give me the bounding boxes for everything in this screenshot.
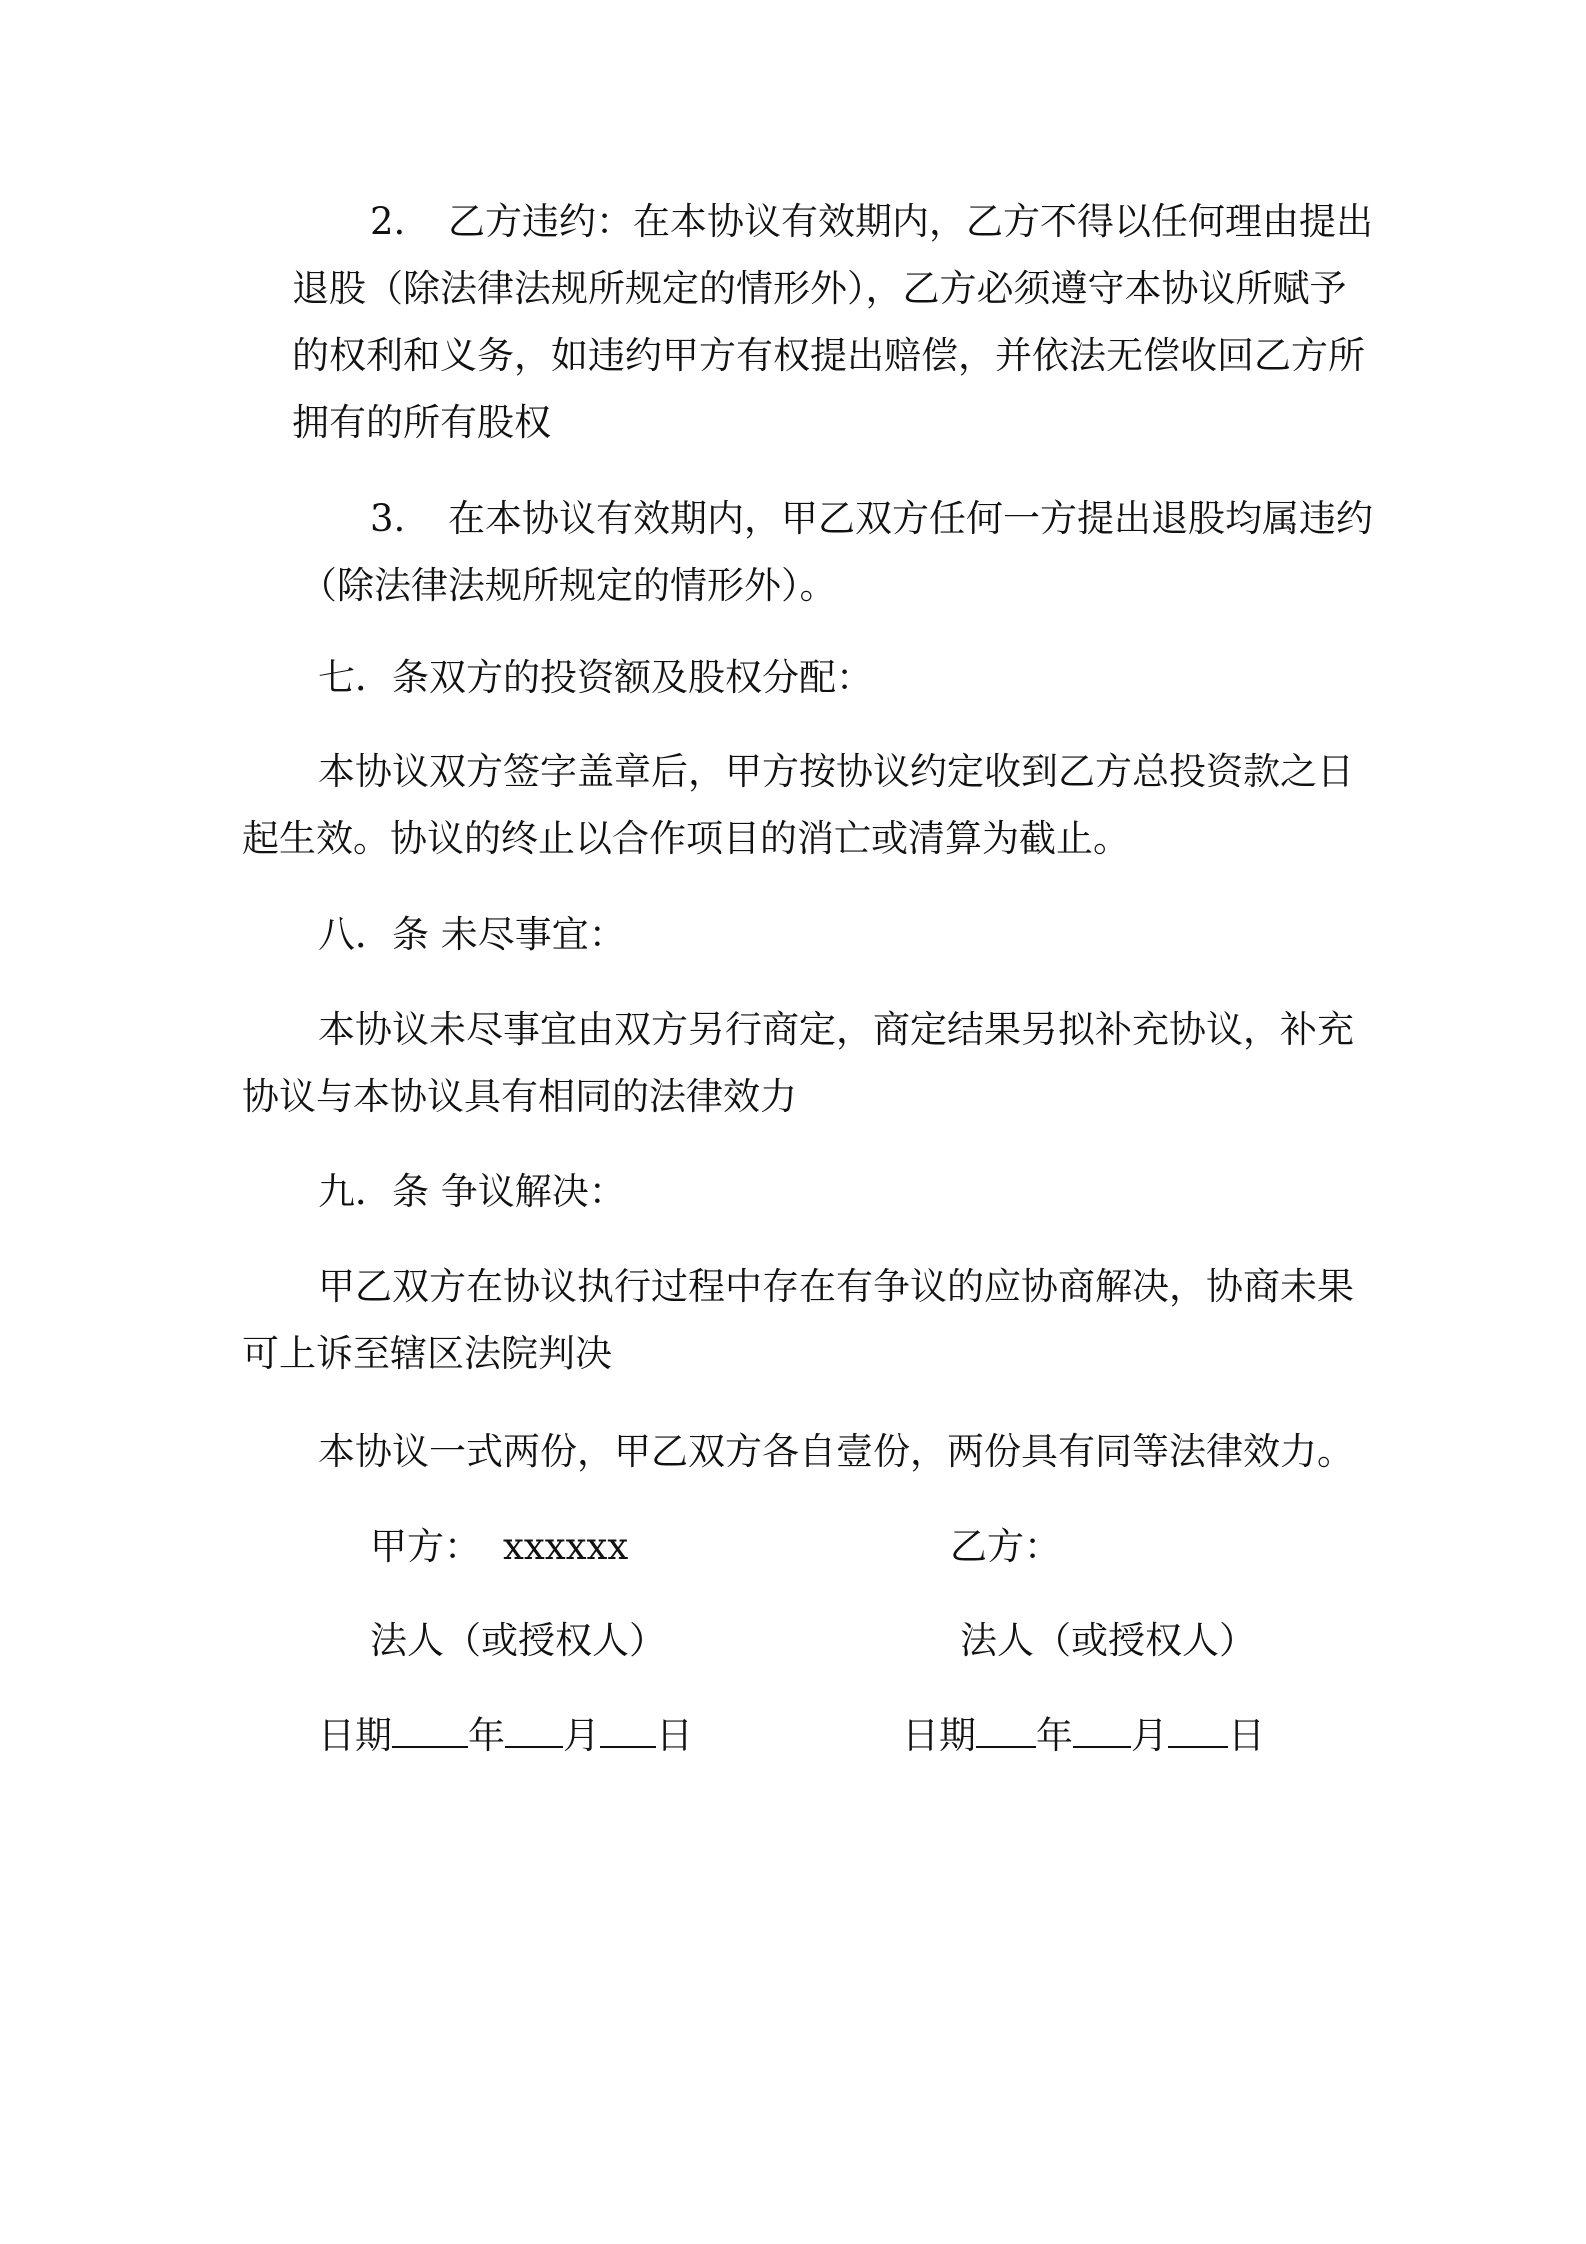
party-a-date-line bbox=[318, 1712, 693, 1760]
clause-3-line-1 bbox=[370, 495, 1373, 543]
party-b-label: 乙方： bbox=[950, 1525, 1061, 1568]
month-blank[interactable] bbox=[505, 1716, 563, 1748]
year-blank[interactable] bbox=[976, 1716, 1036, 1748]
month-label: 月 bbox=[563, 1714, 600, 1757]
clause-2-line-1 bbox=[370, 198, 1373, 246]
day-label: 日 bbox=[656, 1714, 693, 1757]
article-9-heading: 九．条 争议解决： bbox=[318, 1170, 626, 1213]
party-a-legal-person: 法人（或授权人） bbox=[370, 1619, 666, 1662]
clause-3-line-2: （除法律法规所规定的情形外）。 bbox=[300, 564, 837, 607]
year-label: 年 bbox=[468, 1714, 505, 1757]
clause-2-line-4: 拥有的所有股权 bbox=[292, 401, 551, 444]
day-blank[interactable] bbox=[600, 1716, 656, 1748]
month-label: 月 bbox=[1131, 1714, 1168, 1757]
party-a-name: xxxxxx bbox=[503, 1525, 629, 1568]
article-8-line-2: 协议与本协议具有相同的法律效力 bbox=[242, 1075, 797, 1118]
clause-2-line-2: 退股（除法律法规所规定的情形外），乙方必须遵守本协议所赋予 bbox=[292, 267, 1347, 310]
party-b-legal-person: 法人（或授权人） bbox=[960, 1619, 1256, 1662]
date-label: 日期 bbox=[902, 1714, 976, 1757]
year-label: 年 bbox=[1036, 1714, 1073, 1757]
month-blank[interactable] bbox=[1073, 1716, 1131, 1748]
clause-2-number: 2. bbox=[370, 200, 406, 243]
year-blank[interactable] bbox=[392, 1716, 468, 1748]
clause-3-text: 在本协议有效期内，甲乙双方任何一方提出退股均属违约 bbox=[448, 497, 1373, 540]
day-blank[interactable] bbox=[1168, 1716, 1228, 1748]
article-7-line-1: 本协议双方签字盖章后，甲方按协议约定收到乙方总投资款之日 bbox=[318, 750, 1354, 793]
party-b-line bbox=[950, 1523, 1061, 1571]
party-a-label: 甲方： bbox=[370, 1525, 481, 1568]
article-8-line-1: 本协议未尽事宜由双方另行商定，商定结果另拟补充协议，补充 bbox=[318, 1008, 1354, 1051]
copies-statement: 本协议一式两份，甲乙双方各自壹份，两份具有同等法律效力。 bbox=[318, 1430, 1354, 1473]
clause-2-text: 乙方违约：在本协议有效期内，乙方不得以任何理由提出 bbox=[448, 200, 1373, 243]
article-7-heading: 七．条双方的投资额及股权分配： bbox=[318, 656, 873, 699]
party-a-line bbox=[370, 1523, 628, 1571]
clause-2-line-3: 的权利和义务，如违约甲方有权提出赔偿，并依法无偿收回乙方所 bbox=[292, 334, 1365, 377]
party-b-date-line bbox=[902, 1712, 1265, 1760]
article-8-heading: 八．条 未尽事宜： bbox=[318, 913, 626, 956]
article-9-line-1: 甲乙双方在协议执行过程中存在有争议的应协商解决，协商未果 bbox=[318, 1265, 1354, 1308]
date-label: 日期 bbox=[318, 1714, 392, 1757]
clause-3-number: 3. bbox=[370, 497, 406, 540]
article-9-line-2: 可上诉至辖区法院判决 bbox=[242, 1332, 612, 1375]
article-7-line-2: 起生效。协议的终止以合作项目的消亡或清算为截止。 bbox=[242, 817, 1130, 860]
day-label: 日 bbox=[1228, 1714, 1265, 1757]
